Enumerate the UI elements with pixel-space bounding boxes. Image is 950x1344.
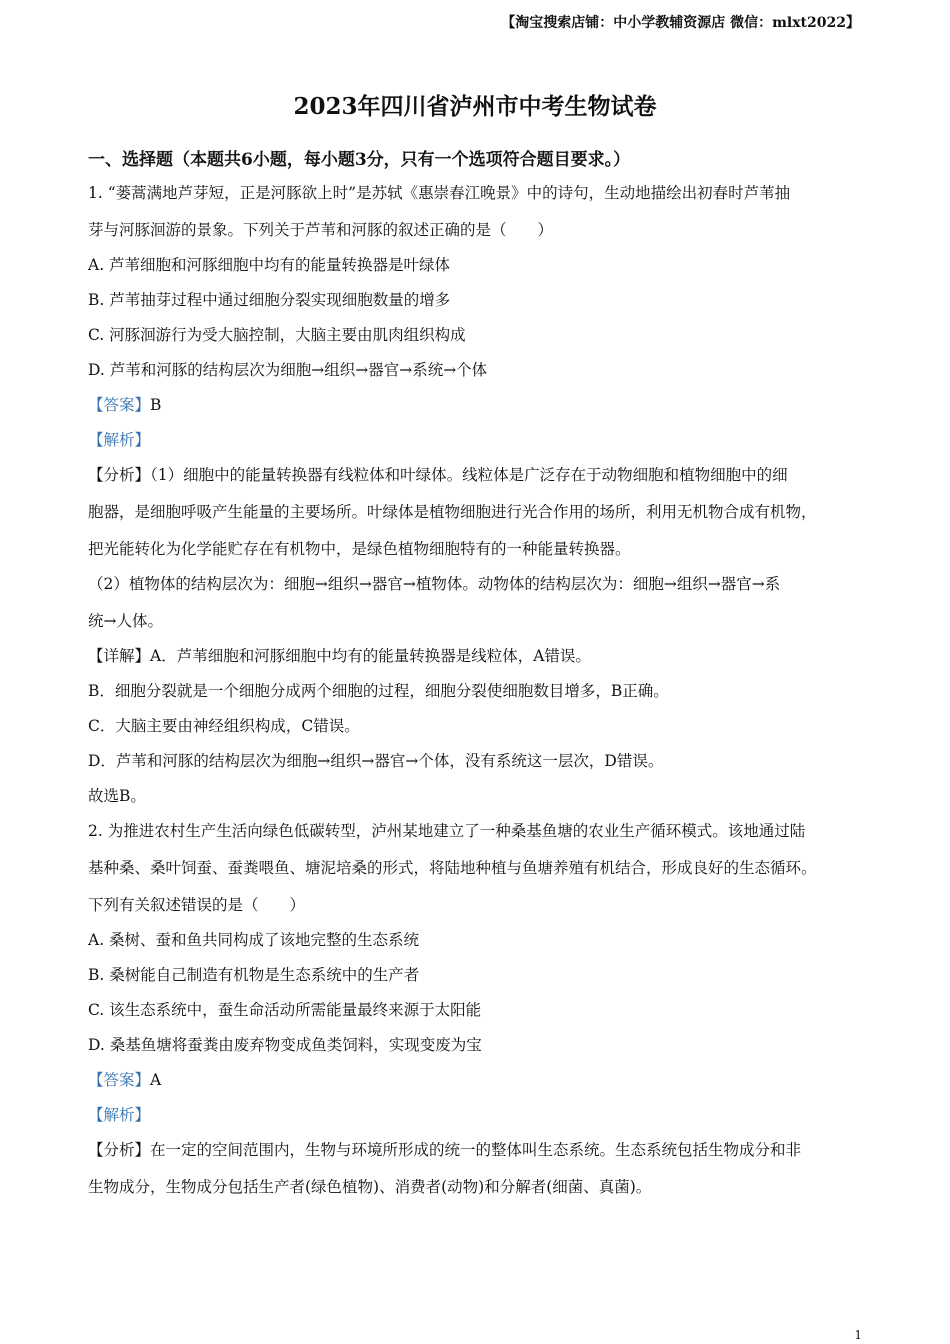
q2-option-c: C. 该生态系统中，蚕生命活动所需能量最终来源于太阳能 bbox=[88, 1001, 482, 1019]
q1-analysis-label: 【解析】 bbox=[88, 431, 151, 449]
q1-conclusion: 故选B。 bbox=[88, 787, 146, 805]
page-header: 【淘宝搜索店铺：中小学教辅资源店 微信：mlxt2022】 bbox=[501, 15, 860, 31]
q1-fenxi-line-3: 把光能转化为化学能贮存在有机物中，是绿色植物细胞特有的一种能量转换器。 bbox=[88, 540, 631, 558]
q1-option-a: A. 芦苇细胞和河豚细胞中均有的能量转换器是叶绿体 bbox=[88, 256, 451, 274]
q2-stem-line-2: 基种桑、桑叶饲蚕、蚕粪喂鱼、塘泥培桑的形式，将陆地种植与鱼塘养殖有机结合，形成良好的生态循环。 bbox=[88, 859, 817, 877]
q2-stem-line-1: 2. 为推进农村生产生活向绿色低碳转型，泸州某地建立了一种桑基鱼塘的农业生产循环模式。该地通过陆 bbox=[88, 822, 806, 840]
q2-answer-value: A bbox=[150, 1071, 162, 1089]
q1-xiangjie-line-2: B．细胞分裂就是一个细胞分成两个细胞的过程，细胞分裂使细胞数目增多，B正确。 bbox=[88, 682, 669, 700]
q2-fenxi-line-2: 生物成分，生物成分包括生产者(绿色植物)、消费者(动物)和分解者(细菌、真菌)。 bbox=[88, 1178, 652, 1196]
q2-option-d: D. 桑基鱼塘将蚕粪由废弃物变成鱼类饲料，实现变废为宝 bbox=[88, 1036, 482, 1054]
q1-answer-label: 【答案】 bbox=[88, 396, 151, 414]
q1-xiangjie-line-1: 【详解】A．芦苇细胞和河豚细胞中均有的能量转换器是线粒体，A错误。 bbox=[88, 647, 591, 665]
q2-fenxi-line-1: 【分析】在一定的空间范围内，生物与环境所形成的统一的整体叫生态系统。生态系统包括生物成分和非 bbox=[88, 1141, 802, 1159]
page-number: 1 bbox=[854, 1328, 862, 1342]
q1-option-c: C. 河豚洄游行为受大脑控制，大脑主要由肌肉组织构成 bbox=[88, 326, 466, 344]
q1-fenxi-line-5: 统→人体。 bbox=[88, 612, 163, 630]
q1-stem-line-1: 1. “蒌蒿满地芦芽短，正是河豚欲上时”是苏轼《惠崇春江晚景》中的诗句，生动地描绘出初春时芦苇抽 bbox=[88, 184, 791, 202]
q1-answer-value: B bbox=[150, 396, 162, 414]
q2-stem-line-3: 下列有关叙述错误的是（ ） bbox=[88, 896, 306, 914]
q2-answer bbox=[88, 1070, 878, 1090]
q1-xiangjie-line-3: C．大脑主要由神经组织构成，C错误。 bbox=[88, 717, 360, 735]
document-title: 2023年四川省泸州市中考生物试卷 bbox=[293, 93, 657, 120]
q2-answer-label: 【答案】 bbox=[88, 1071, 151, 1089]
q1-stem-line-2: 芽与河豚洄游的景象。下列关于芦苇和河豚的叙述正确的是（ ） bbox=[88, 221, 554, 239]
q1-fenxi-line-2: 胞器，是细胞呼吸产生能量的主要场所。叶绿体是植物细胞进行光合作用的场所，利用无机物合成有机物， bbox=[88, 503, 817, 521]
q1-fenxi-line-4: （2）植物体的结构层次为：细胞→组织→器官→植物体。动物体的结构层次为：细胞→组织→器官→系 bbox=[88, 575, 781, 593]
q1-xiangjie-line-4: D．芦苇和河豚的结构层次为细胞→组织→器官→个体，没有系统这一层次，D错误。 bbox=[88, 752, 664, 770]
section-heading: 一、选择题（本题共6小题，每小题3分，只有一个选项符合题目要求。） bbox=[88, 150, 631, 170]
q1-answer bbox=[88, 395, 878, 415]
q1-fenxi-line-1: 【分析】（1）细胞中的能量转换器有线粒体和叶绿体。线粒体是广泛存在于动物细胞和植物细胞中的细 bbox=[88, 466, 788, 484]
q1-option-d: D. 芦苇和河豚的结构层次为细胞→组织→器官→系统→个体 bbox=[88, 361, 488, 379]
q1-option-b: B. 芦苇抽芽过程中通过细胞分裂实现细胞数量的增多 bbox=[88, 291, 451, 309]
q2-analysis-label: 【解析】 bbox=[88, 1106, 151, 1124]
q2-option-a: A. 桑树、蚕和鱼共同构成了该地完整的生态系统 bbox=[88, 931, 420, 949]
q2-option-b: B. 桑树能自己制造有机物是生态系统中的生产者 bbox=[88, 966, 420, 984]
